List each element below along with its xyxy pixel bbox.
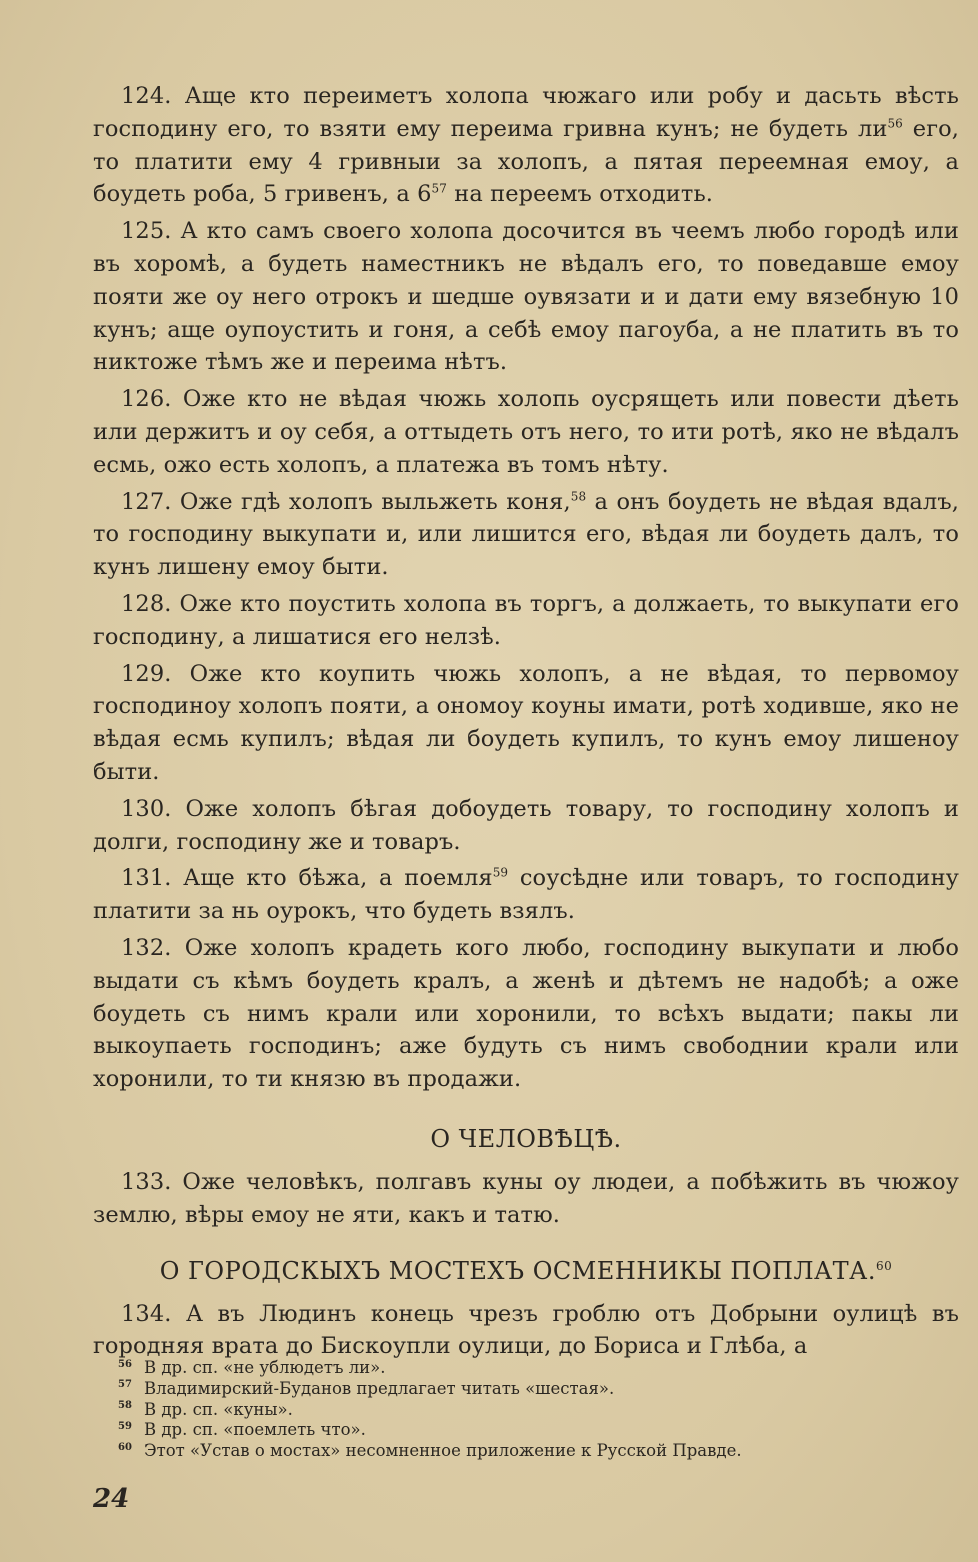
article-text: на переемъ отходить.: [446, 181, 714, 208]
articles-group: [93, 80, 959, 1096]
footnote-ref: 57: [431, 181, 447, 196]
footnote-ref: 58: [570, 489, 587, 504]
footnote: 60 Этот «Устав о мостах» несомненное приложение к Русской Правде.: [118, 1441, 742, 1461]
article-paragraph: [93, 862, 959, 928]
article-text: 125. А кто самъ своего холопа досочится въ чеемъ любо городѣ или въ хоромѣ, а будеть наместникъ не вѣдалъ его, то поведавше емоу пояти же оу него отрокъ и шедше оувязати и и дати ему вязебную 10 кунъ; аще оупоустить и гоня, а себѣ емоу пагоуба, а не платить въ то никтоже тѣмъ же и переима нѣтъ.: [93, 218, 959, 376]
article-text: 128. Оже кто поустить холопа въ торгъ, а должаеть, то выкупати его господину, а лишатися его нелзѣ.: [93, 590, 959, 650]
footnote-text: Владимирский-Буданов предлагает читать «шестая».: [144, 1378, 615, 1398]
section-heading: [93, 1122, 959, 1156]
footnote-ref: 56: [887, 116, 903, 131]
article-text: 127. Оже гдѣ холопъ выльжеть коня,: [121, 488, 571, 515]
footnote-text: В др. сп. «не ублюдетъ ли».: [144, 1358, 386, 1377]
section-heading-text: О ЧЕЛОВѢЦѢ.: [430, 1124, 622, 1153]
footnote: 57 Владимирский-Буданов предлагает читать «шестая».: [118, 1378, 615, 1398]
article-paragraph: [93, 383, 959, 481]
article-text: 129. Оже кто коупить чюжь холопъ, а не вѣдая, то первомоу господиноу холопъ пояти, а ономоу коуны имати, ротѣ ходивше, яко не вѣдая есмь купилъ; вѣдая ли боудеть купилъ, то кунъ емоу лишеноу быти.: [93, 660, 959, 785]
article-paragraph: [93, 1298, 959, 1364]
section-heading: [93, 1254, 959, 1288]
article-text: а онъ боудеть не вѣдая вдалъ, то господину выкупати и, или лишится его, вѣдая ли боудеть далъ, то кунъ лишену емоу быти.: [93, 488, 959, 581]
article-text: его, то платити ему 4 гривныи за холопъ, а пятая переемная емоу, а боудеть роба, 5 гривенъ, а 6: [93, 115, 959, 208]
section-heading-text: О ГОРОДСКЫХЪ МОСТЕХЪ ОСМЕННИКЫ ПОПЛАТА.: [159, 1256, 876, 1285]
article-text: соусѣдне или товаръ, то господину платити за нь оурокъ, что будеть взялъ.: [93, 865, 959, 925]
article-paragraph: [93, 486, 959, 584]
article-paragraph: [93, 80, 959, 211]
article-paragraph: [93, 588, 959, 654]
article-text: 132. Оже холопъ крадеть кого любо, господину выкупати и любо выдати съ кѣмъ боудеть кралъ, а женѣ и дѣтемъ не надобѣ; а оже боудеть съ нимъ крали или хоронили, то всѣхъ выдати; пакы ли выкоупаеть господинъ; аже будуть съ нимъ свободнии крали или хоронили, то ти князю въ продажи.: [93, 934, 959, 1093]
footnotes: [118, 1358, 948, 1462]
page-number: 24: [93, 1484, 130, 1514]
footnote-ref: 60: [875, 1258, 893, 1273]
article-paragraph: [93, 658, 959, 789]
footnote-ref: 59: [492, 865, 509, 880]
article-text: 124. Аще кто переиметъ холопа чюжаго или робу и дасьть вѣсть господину его, то взяти ему переима гривна кунъ; не будеть ли: [93, 83, 959, 142]
footnote-text: В др. сп. «поемлеть что».: [144, 1420, 366, 1440]
article-text: 133. Оже человѣкъ, полгавъ куны оу людеи, а побѣжить въ чюжоу землю, вѣры емоу не яти, какъ и татю.: [93, 1168, 959, 1228]
footnote: 58 В др. сп. «куны».: [118, 1399, 293, 1419]
article-text: 126. Оже кто не вѣдая чюжь холопь оусрящеть или повести дѣеть или держитъ и оу себя, а оттыдеть отъ него, то ити ротѣ, яко не вѣдалъ есмь, ожо есть холопъ, а платежа въ томъ нѣту.: [93, 386, 959, 478]
footnote: 59 В др. сп. «поемлеть что».: [118, 1420, 366, 1440]
footnote-text: В др. сп. «куны».: [144, 1399, 293, 1419]
article-text: 131. Аще кто бѣжа, а поемля: [121, 865, 493, 892]
footnote-text: Этот «Устав о мостах» несомненное приложение к Русской Правде.: [144, 1441, 742, 1461]
articles-group: [93, 1298, 959, 1364]
articles-group: [93, 1166, 959, 1232]
main-text: [93, 80, 959, 1367]
article-text: 134. А въ Людинъ конець чрезъ гроблю отъ Добрыни оулицѣ въ городняя врата до Бискоупли оулици, до Бориса и Глѣба, а: [93, 1300, 959, 1360]
article-paragraph: [93, 215, 959, 379]
article-paragraph: [93, 1166, 959, 1232]
article-paragraph: [93, 793, 959, 859]
article-paragraph: [93, 932, 959, 1096]
footnote: 56 В др. сп. «не ублюдетъ ли».: [118, 1358, 386, 1377]
article-text: 130. Оже холопъ бѣгая добоудеть товару, то господину холопъ и долги, господину же и товаръ.: [93, 795, 959, 855]
